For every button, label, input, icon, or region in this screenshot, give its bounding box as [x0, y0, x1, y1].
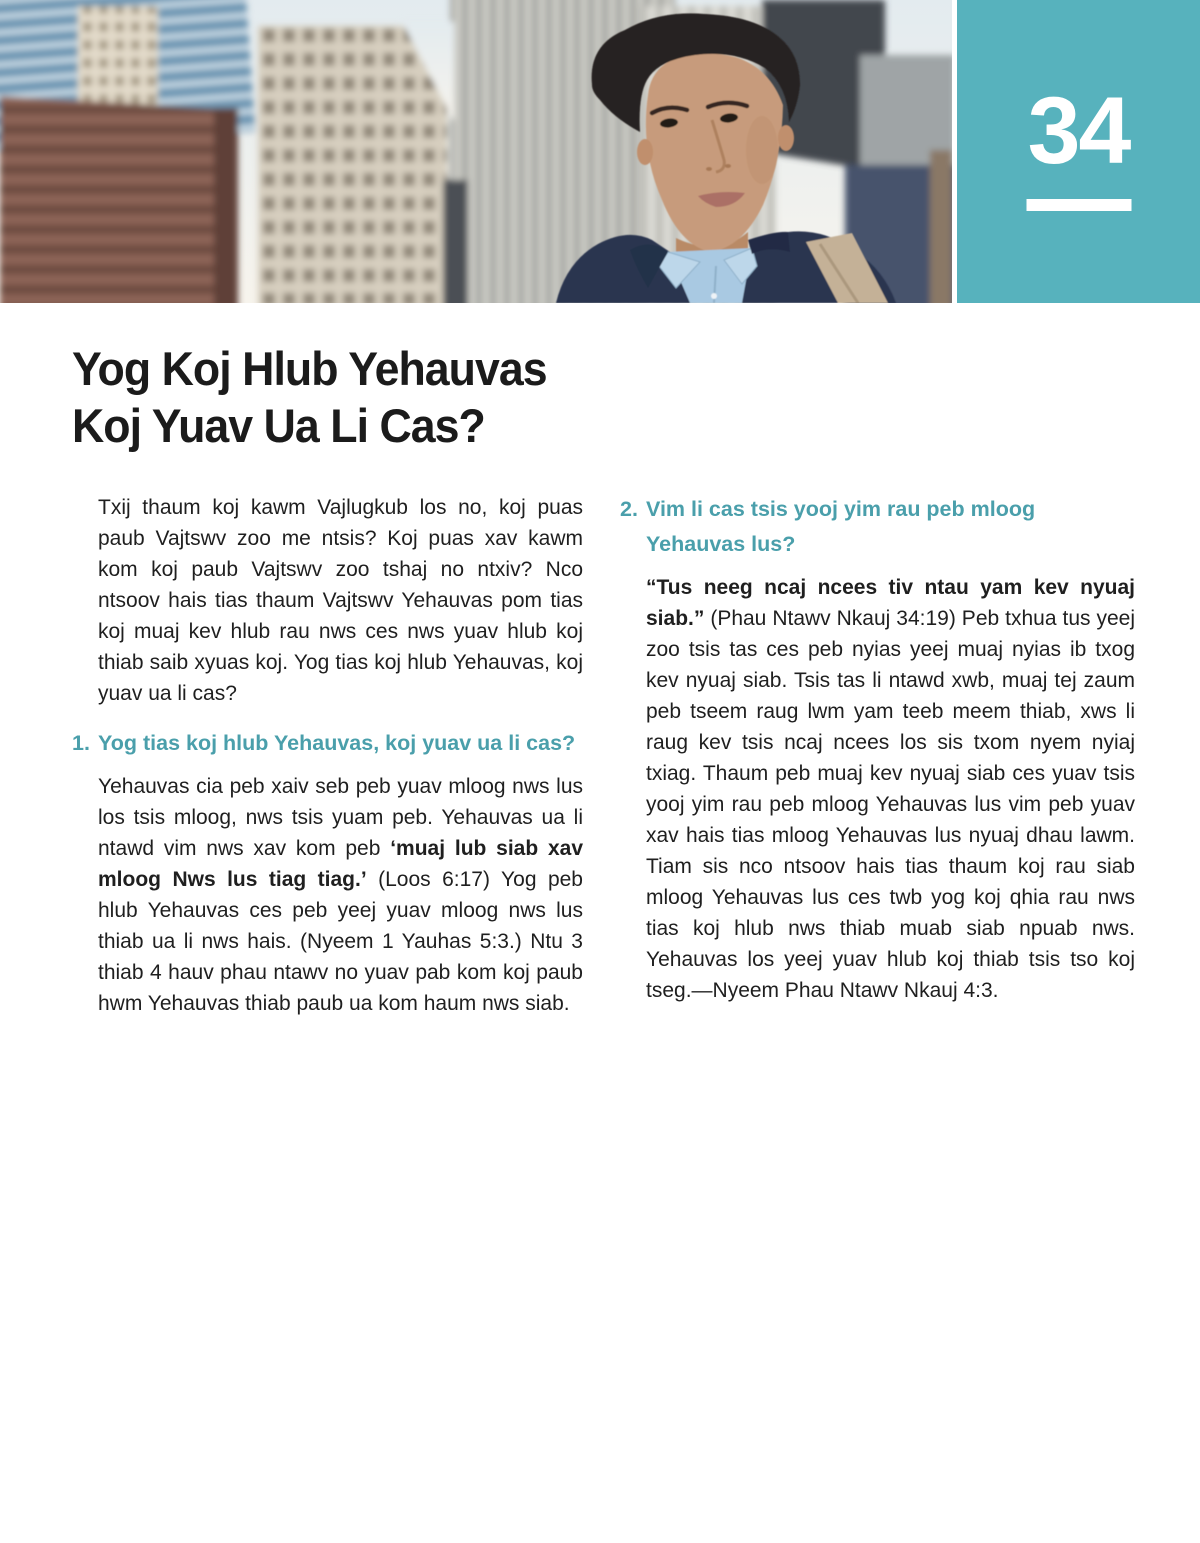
section-2-number: 2. [620, 497, 638, 521]
body-columns [72, 492, 1135, 1019]
section-1-paragraph: Yehauvas cia peb xaiv seb peb yuav mloog nws lus los tsis mloog, nws tsis yuam peb. Yehauvas ua li ntawd vim nws xav kom peb ‘muaj lub siab xav mloog Nws lus tiag tiag.’ (Loos 6:17) Yog peb hlub Yehauvas ces peb yeej yuav mloog nws lus thiab ua li nws hais. (Nyeem 1 Yauhas 5:3.) Ntu 3 thiab 4 hauv phau ntawv no yuav pab kom koj paub hwm Yehauvas thiab paub ua kom haum nws siab. [98, 775, 584, 1015]
page-title [72, 340, 547, 454]
intro-paragraph: Txij thaum koj kawm Vajlugkub los no, koj puas paub Vajtswv zoo me ntsis? Koj puas xav kawm kom koj paub Vajtswv zoo tshaj no ntxiv? Nco ntsoov hais tias thaum Vajtswv Yehauvas pom tias koj muaj kev hlub rau nws ces nws yuav hlub koj thiab saib xyuas koj. Yog tias koj hlub Yehauvas, koj yuav ua li cas? [98, 496, 583, 705]
page-title-line1: Yog Koj Hlub Yehauvas [72, 342, 547, 395]
hero-photo [0, 0, 952, 303]
lesson-number-badge [957, 0, 1200, 303]
city-skyline-portrait-illustration [0, 0, 952, 303]
section-1-number: 1. [72, 731, 90, 755]
lesson-number-underline [1026, 199, 1131, 211]
section-1-heading [72, 726, 583, 761]
section-2-paragraph: “Tus neeg ncaj ncees tiv ntau yam kev nyuaj siab.” (Phau Ntawv Nkauj 34:19) Peb txhua tus yeej zoo tsis tas ces peb nyias yeej muaj nyias ib txog kev nyuaj siab. Tsis tas li ntawd xwb, muaj tej zaum peb tseem raug lwm yam teeb meem thiab, xws li raug kev tsis ncaj ncees los sis txom nyem nyiaj txiag. Thaum peb muaj kev nyuaj siab ces yuav tsis yooj yim rau peb mloog Yehauvas lus vim peb yuav xav hais tias mloog Yehauvas lus nyuaj dhau lawm. Tiam sis nco ntsoov hais tias thaum koj rau siab mloog Yehauvas lus ces twb yog koj qhia rau nws tias koj hlub nws thiab muab siab npuab nws. Yehauvas los yeej yuav hlub koj thiab tsis tso koj tseg.—Nyeem Phau Ntawv Nkauj 4:3. [646, 576, 1135, 1002]
header [0, 0, 1200, 303]
column-left [72, 492, 583, 1019]
section-2-heading-text: Vim li cas tsis yooj yim rau peb mloog Yehauvas lus? [646, 497, 1036, 556]
section-1-heading-text: Yog tias koj hlub Yehauvas, koj yuav ua li cas? [98, 731, 576, 755]
lesson-number: 34 [1027, 78, 1130, 184]
page-title-line2: Koj Yuav Ua Li Cas? [72, 399, 485, 452]
column-right [620, 492, 1135, 1019]
section-2-heading [620, 492, 1135, 562]
